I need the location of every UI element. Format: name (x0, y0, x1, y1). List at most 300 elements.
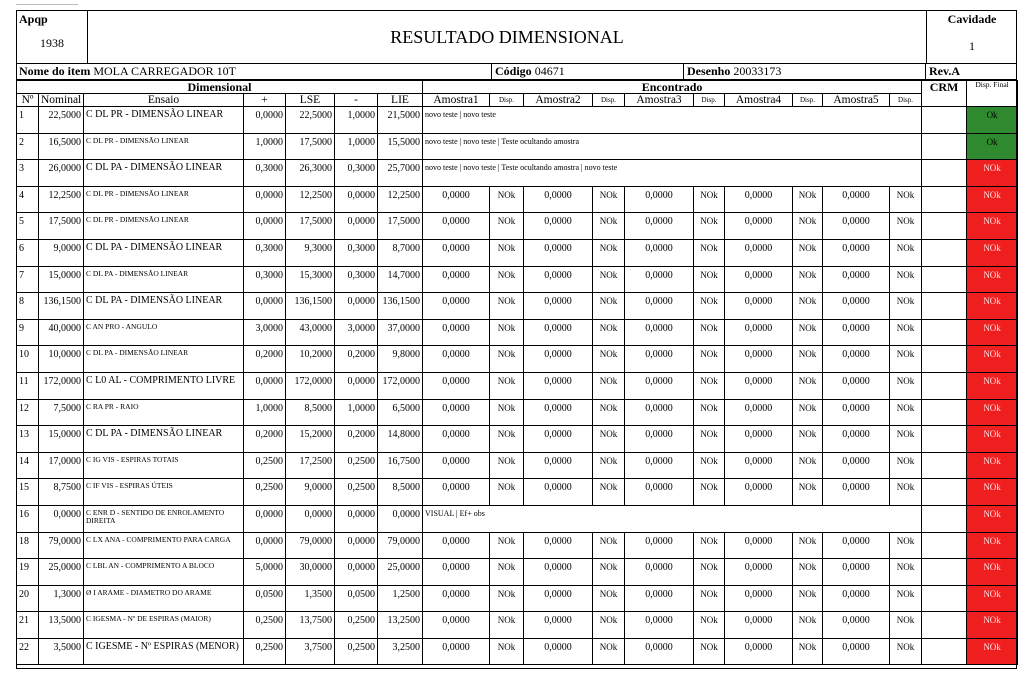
disp-cell: NOk (490, 213, 524, 240)
col-amostra2: Amostra2 (524, 94, 593, 107)
ensaio-cell: C IGESME - Nº ESPIRAS (MENOR) (84, 638, 244, 665)
ensaio-cell: C DL PR - DIMENSÃO LINEAR (84, 186, 244, 213)
nominal-cell: 3,5000 (39, 638, 84, 665)
disp-final-badge: NOk (967, 213, 1018, 240)
nominal-cell: 172,0000 (39, 372, 84, 399)
plus-cell: 0,2500 (244, 638, 286, 665)
lie-cell: 79,0000 (378, 532, 423, 559)
amostra-cell: 0,0000 (823, 585, 890, 612)
ensaio-cell: C DL PR - DIMENSÃO LINEAR (84, 107, 244, 134)
disp-cell: NOk (694, 239, 725, 266)
amostra-cell: 0,0000 (823, 293, 890, 320)
row-number: 22 (17, 638, 39, 665)
minus-cell: 0,3000 (335, 266, 378, 293)
ensaio-cell: C LBL AN - COMPRIMENTO A BLOCO (84, 559, 244, 586)
lse-cell: 79,0000 (286, 532, 335, 559)
disp-cell: NOk (490, 239, 524, 266)
disp-cell: NOk (490, 612, 524, 639)
lse-cell: 17,2500 (286, 452, 335, 479)
disp-cell: NOk (890, 612, 922, 639)
amostra-cell: 0,0000 (625, 239, 694, 266)
plus-cell: 3,0000 (244, 319, 286, 346)
minus-cell: 0,2500 (335, 452, 378, 479)
nominal-cell: 17,5000 (39, 213, 84, 240)
disp-cell: NOk (694, 452, 725, 479)
amostra-cell: 0,0000 (423, 532, 490, 559)
row-number: 12 (17, 399, 39, 426)
disp-cell: NOk (793, 239, 823, 266)
disp-cell: NOk (890, 186, 922, 213)
disp-cell: NOk (890, 426, 922, 453)
lie-cell: 1,2500 (378, 585, 423, 612)
nominal-cell: 16,5000 (39, 133, 84, 160)
disp-cell: NOk (890, 532, 922, 559)
disp-cell: NOk (793, 346, 823, 373)
amostra-cell: 0,0000 (725, 585, 793, 612)
amostra-cell: 0,0000 (423, 266, 490, 293)
disp-final-badge: NOk (967, 479, 1018, 506)
amostra-cell: 0,0000 (725, 638, 793, 665)
disp-cell: NOk (793, 372, 823, 399)
disp-cell: NOk (890, 452, 922, 479)
disp-final-badge: NOk (967, 319, 1018, 346)
disp-cell: NOk (890, 585, 922, 612)
nominal-cell: 22,5000 (39, 107, 84, 134)
disp-cell: NOk (694, 319, 725, 346)
disp-cell: NOk (490, 452, 524, 479)
row-number: 19 (17, 559, 39, 586)
page-frame (16, 10, 1017, 669)
row-number: 5 (17, 213, 39, 240)
disp-cell: NOk (694, 638, 725, 665)
ensaio-cell: C RA PR - RAIO (84, 399, 244, 426)
lse-cell: 12,2500 (286, 186, 335, 213)
disp-cell: NOk (593, 426, 625, 453)
disp-final-badge: NOk (967, 452, 1018, 479)
lse-cell: 136,1500 (286, 293, 335, 320)
lse-cell: 22,5000 (286, 107, 335, 134)
lie-cell: 17,5000 (378, 213, 423, 240)
disp-final-badge: Ok (967, 107, 1018, 134)
observation-cell: VISUAL | Ef+ obs (423, 505, 922, 532)
amostra-cell: 0,0000 (625, 266, 694, 293)
col-disp1: Disp. (490, 94, 524, 107)
disp-final-badge: NOk (967, 239, 1018, 266)
disp-cell: NOk (793, 186, 823, 213)
lse-cell: 9,3000 (286, 239, 335, 266)
amostra-cell: 0,0000 (423, 585, 490, 612)
observation-cell: novo teste | novo teste | Teste ocultando amostra | novo teste (423, 160, 922, 187)
amostra-cell: 0,0000 (423, 346, 490, 373)
amostra-cell: 0,0000 (823, 479, 890, 506)
nominal-cell: 26,0000 (39, 160, 84, 187)
minus-cell: 0,3000 (335, 239, 378, 266)
amostra-cell: 0,0000 (625, 186, 694, 213)
lse-cell: 15,3000 (286, 266, 335, 293)
disp-cell: NOk (793, 452, 823, 479)
amostra-cell: 0,0000 (725, 532, 793, 559)
amostra-cell: 0,0000 (725, 426, 793, 453)
disp-cell: NOk (890, 213, 922, 240)
amostra-cell: 0,0000 (423, 399, 490, 426)
amostra-cell: 0,0000 (625, 372, 694, 399)
disp-cell: NOk (593, 532, 625, 559)
plus-cell: 0,2000 (244, 346, 286, 373)
col-lie: LIE (378, 94, 423, 107)
disp-cell: NOk (793, 266, 823, 293)
disp-cell: NOk (694, 213, 725, 240)
col-disp4: Disp. (793, 94, 823, 107)
disp-cell: NOk (793, 532, 823, 559)
col-ensaio: Ensaio (84, 94, 244, 107)
observation-cell: novo teste | novo teste | Teste ocultando amostra (423, 133, 922, 160)
disp-cell: NOk (490, 372, 524, 399)
lie-cell: 25,0000 (378, 559, 423, 586)
amostra-cell: 0,0000 (625, 452, 694, 479)
amostra-cell: 0,0000 (725, 319, 793, 346)
disp-cell: NOk (593, 612, 625, 639)
amostra-cell: 0,0000 (823, 638, 890, 665)
plus-cell: 0,3000 (244, 266, 286, 293)
disp-cell: NOk (593, 266, 625, 293)
amostra-cell: 0,0000 (823, 399, 890, 426)
disp-final-badge: NOk (967, 612, 1018, 639)
amostra-cell: 0,0000 (524, 399, 593, 426)
ensaio-cell: C IF VIS - ESPIRAS ÚTEIS (84, 479, 244, 506)
item-label: Nome do item (19, 64, 91, 78)
disp-final-header: Disp. Final (967, 81, 1018, 107)
cavidade-value: 1 (969, 39, 975, 53)
disp-cell: NOk (793, 585, 823, 612)
disp-cell: NOk (793, 293, 823, 320)
nominal-cell: 10,0000 (39, 346, 84, 373)
lie-cell: 6,5000 (378, 399, 423, 426)
disp-cell: NOk (793, 559, 823, 586)
disp-cell: NOk (490, 186, 524, 213)
disp-cell: NOk (490, 293, 524, 320)
col-n: Nº (17, 94, 39, 107)
disp-cell: NOk (793, 319, 823, 346)
amostra-cell: 0,0000 (423, 638, 490, 665)
ensaio-cell: C DL PA - DIMENSÃO LINEAR (84, 293, 244, 320)
disp-cell: NOk (694, 293, 725, 320)
ensaio-cell: C DL PA - DIMENSÃO LINEAR (84, 239, 244, 266)
page-title: RESULTADO DIMENSIONAL (390, 27, 624, 47)
row-number: 21 (17, 612, 39, 639)
lie-cell: 8,7000 (378, 239, 423, 266)
minus-cell: 3,0000 (335, 319, 378, 346)
plus-cell: 0,2000 (244, 426, 286, 453)
disp-final-badge: NOk (967, 346, 1018, 373)
row-number: 20 (17, 585, 39, 612)
desenho-value: 20033173 (733, 64, 782, 78)
amostra-cell: 0,0000 (524, 532, 593, 559)
disp-cell: NOk (793, 213, 823, 240)
amostra-cell: 0,0000 (423, 239, 490, 266)
col-amostra3: Amostra3 (625, 94, 694, 107)
revision-value: A (951, 64, 961, 78)
nominal-cell: 13,5000 (39, 612, 84, 639)
amostra-cell: 0,0000 (625, 399, 694, 426)
disp-final-badge: NOk (967, 160, 1018, 187)
row-number: 3 (17, 160, 39, 187)
disp-cell: NOk (593, 346, 625, 373)
nominal-cell: 7,5000 (39, 399, 84, 426)
amostra-cell: 0,0000 (625, 293, 694, 320)
ensaio-cell: C DL PA - DIMENSÃO LINEAR (84, 266, 244, 293)
col-disp3: Disp. (694, 94, 725, 107)
disp-cell: NOk (890, 399, 922, 426)
nominal-cell: 8,7500 (39, 479, 84, 506)
observation-cell: novo teste | novo teste (423, 107, 922, 134)
lie-cell: 37,0000 (378, 319, 423, 346)
nominal-cell: 12,2500 (39, 186, 84, 213)
lie-cell: 25,7000 (378, 160, 423, 187)
disp-cell: NOk (694, 399, 725, 426)
disp-cell: NOk (890, 293, 922, 320)
plus-cell: 0,0000 (244, 293, 286, 320)
amostra-cell: 0,0000 (725, 559, 793, 586)
amostra-cell: 0,0000 (423, 186, 490, 213)
codigo-label: Código (495, 64, 532, 78)
lse-cell: 30,0000 (286, 559, 335, 586)
nominal-cell: 136,1500 (39, 293, 84, 320)
nominal-cell: 1,3000 (39, 585, 84, 612)
amostra-cell: 0,0000 (625, 346, 694, 373)
row-number: 6 (17, 239, 39, 266)
ensaio-cell: C DL PA - DIMENSÃO LINEAR (84, 346, 244, 373)
disp-cell: NOk (593, 585, 625, 612)
disp-cell: NOk (793, 612, 823, 639)
amostra-cell: 0,0000 (524, 346, 593, 373)
codigo-value: 04671 (534, 64, 565, 78)
desenho-label: Desenho (687, 64, 731, 78)
disp-cell: NOk (593, 479, 625, 506)
disp-cell: NOk (793, 638, 823, 665)
amostra-cell: 0,0000 (524, 239, 593, 266)
ensaio-cell: C L0 AL - COMPRIMENTO LIVRE (84, 372, 244, 399)
lse-cell: 17,5000 (286, 133, 335, 160)
amostra-cell: 0,0000 (423, 479, 490, 506)
minus-cell: 0,0000 (335, 213, 378, 240)
disp-cell: NOk (890, 479, 922, 506)
lse-cell: 8,5000 (286, 399, 335, 426)
nominal-cell: 15,0000 (39, 426, 84, 453)
disp-cell: NOk (694, 479, 725, 506)
col-disp2: Disp. (593, 94, 625, 107)
disp-cell: NOk (890, 638, 922, 665)
ensaio-cell: C ENR D - SENTIDO DE ENROLAMENTO DIREITA (84, 505, 244, 532)
disp-cell: NOk (490, 532, 524, 559)
plus-cell: 0,3000 (244, 239, 286, 266)
disp-cell: NOk (694, 372, 725, 399)
disp-cell: NOk (694, 426, 725, 453)
amostra-cell: 0,0000 (524, 213, 593, 240)
amostra-cell: 0,0000 (625, 585, 694, 612)
amostra-cell: 0,0000 (524, 372, 593, 399)
minus-cell: 0,0000 (335, 293, 378, 320)
disp-final-badge: NOk (967, 638, 1018, 665)
lse-cell: 43,0000 (286, 319, 335, 346)
ensaio-cell: C DL PA - DIMENSÃO LINEAR (84, 160, 244, 187)
lie-cell: 15,5000 (378, 133, 423, 160)
lse-cell: 9,0000 (286, 479, 335, 506)
minus-cell: 0,0500 (335, 585, 378, 612)
amostra-cell: 0,0000 (625, 612, 694, 639)
minus-cell: 0,0000 (335, 505, 378, 532)
disp-cell: NOk (890, 559, 922, 586)
lse-cell: 0,0000 (286, 505, 335, 532)
amostra-cell: 0,0000 (725, 266, 793, 293)
disp-cell: NOk (490, 559, 524, 586)
lie-cell: 12,2500 (378, 186, 423, 213)
disp-final-badge: NOk (967, 559, 1018, 586)
apqp-label: Apqp (19, 12, 48, 26)
amostra-cell: 0,0000 (823, 346, 890, 373)
disp-cell: NOk (890, 266, 922, 293)
row-number: 18 (17, 532, 39, 559)
lie-cell: 136,1500 (378, 293, 423, 320)
amostra-cell: 0,0000 (524, 186, 593, 213)
amostra-cell: 0,0000 (725, 452, 793, 479)
amostra-cell: 0,0000 (625, 319, 694, 346)
amostra-cell: 0,0000 (524, 452, 593, 479)
lse-cell: 172,0000 (286, 372, 335, 399)
amostra-cell: 0,0000 (725, 239, 793, 266)
disp-cell: NOk (490, 346, 524, 373)
amostra-cell: 0,0000 (524, 319, 593, 346)
disp-cell: NOk (890, 372, 922, 399)
row-number: 1 (17, 107, 39, 134)
plus-cell: 0,0000 (244, 213, 286, 240)
plus-cell: 0,2500 (244, 479, 286, 506)
col-lse: LSE (286, 94, 335, 107)
disp-cell: NOk (593, 213, 625, 240)
ensaio-cell: C IG VIS - ESPIRAS TOTAIS (84, 452, 244, 479)
row-number: 10 (17, 346, 39, 373)
lie-cell: 16,7500 (378, 452, 423, 479)
amostra-cell: 0,0000 (823, 426, 890, 453)
nominal-cell: 79,0000 (39, 532, 84, 559)
ensaio-cell: C DL PR - DIMENSÃO LINEAR (84, 213, 244, 240)
amostra-cell: 0,0000 (423, 293, 490, 320)
row-number: 4 (17, 186, 39, 213)
disp-cell: NOk (694, 559, 725, 586)
cavidade-label: Cavidade (947, 12, 997, 26)
nominal-cell: 17,0000 (39, 452, 84, 479)
lse-cell: 17,5000 (286, 213, 335, 240)
lse-cell: 26,3000 (286, 160, 335, 187)
lie-cell: 21,5000 (378, 107, 423, 134)
disp-cell: NOk (490, 638, 524, 665)
ensaio-cell: C DL PA - DIMENSÃO LINEAR (84, 426, 244, 453)
nominal-cell: 0,0000 (39, 505, 84, 532)
amostra-cell: 0,0000 (823, 372, 890, 399)
disp-cell: NOk (593, 399, 625, 426)
disp-cell: NOk (793, 426, 823, 453)
disp-cell: NOk (593, 452, 625, 479)
amostra-cell: 0,0000 (725, 293, 793, 320)
disp-cell: NOk (490, 319, 524, 346)
amostra-cell: 0,0000 (725, 479, 793, 506)
crm-header: CRM (922, 81, 967, 107)
disp-cell: NOk (490, 426, 524, 453)
encontrado-group-header: Encontrado (423, 81, 922, 94)
row-number: 9 (17, 319, 39, 346)
disp-cell: NOk (593, 293, 625, 320)
disp-cell: NOk (694, 612, 725, 639)
lse-cell: 10,2000 (286, 346, 335, 373)
plus-cell: 1,0000 (244, 133, 286, 160)
amostra-cell: 0,0000 (524, 479, 593, 506)
disp-cell: NOk (890, 346, 922, 373)
row-number: 11 (17, 372, 39, 399)
nominal-cell: 25,0000 (39, 559, 84, 586)
amostra-cell: 0,0000 (725, 346, 793, 373)
amostra-cell: 0,0000 (423, 319, 490, 346)
lie-cell: 14,8000 (378, 426, 423, 453)
ensaio-cell: C IGESMA - Nº DE ESPIRAS (MAIOR) (84, 612, 244, 639)
ensaio-cell: C DL PR - DIMENSÃO LINEAR (84, 133, 244, 160)
disp-final-badge: NOk (967, 399, 1018, 426)
disp-cell: NOk (593, 319, 625, 346)
amostra-cell: 0,0000 (423, 213, 490, 240)
disp-cell: NOk (593, 559, 625, 586)
ensaio-cell: C LX ANA - COMPRIMENTO PARA CARGA (84, 532, 244, 559)
amostra-cell: 0,0000 (524, 293, 593, 320)
amostra-cell: 0,0000 (823, 213, 890, 240)
plus-cell: 0,0500 (244, 585, 286, 612)
amostra-cell: 0,0000 (625, 532, 694, 559)
row-number: 14 (17, 452, 39, 479)
disp-cell: NOk (793, 399, 823, 426)
disp-cell: NOk (890, 239, 922, 266)
lie-cell: 9,8000 (378, 346, 423, 373)
col-amostra1: Amostra1 (423, 94, 490, 107)
plus-cell: 0,2500 (244, 452, 286, 479)
plus-cell: 0,0000 (244, 532, 286, 559)
nominal-cell: 15,0000 (39, 266, 84, 293)
col-nominal: Nominal (39, 94, 84, 107)
disp-cell: NOk (490, 399, 524, 426)
plus-cell: 0,0000 (244, 186, 286, 213)
lie-cell: 0,0000 (378, 505, 423, 532)
plus-cell: 0,2500 (244, 612, 286, 639)
disp-cell: NOk (694, 266, 725, 293)
disp-cell: NOk (890, 319, 922, 346)
amostra-cell: 0,0000 (423, 372, 490, 399)
dimensional-group-header: Dimensional (17, 81, 423, 94)
minus-cell: 0,0000 (335, 186, 378, 213)
lie-cell: 8,5000 (378, 479, 423, 506)
amostra-cell: 0,0000 (725, 372, 793, 399)
disp-final-badge: Ok (967, 133, 1018, 160)
amostra-cell: 0,0000 (725, 213, 793, 240)
ensaio-cell: C AN PRO - ANGULO (84, 319, 244, 346)
ensaio-cell: Ø I ARAME - DIAMETRO DO ARAME (84, 585, 244, 612)
minus-cell: 0,0000 (335, 532, 378, 559)
disp-cell: NOk (694, 346, 725, 373)
minus-cell: 1,0000 (335, 399, 378, 426)
nominal-cell: 40,0000 (39, 319, 84, 346)
amostra-cell: 0,0000 (823, 239, 890, 266)
minus-cell: 0,2000 (335, 426, 378, 453)
plus-cell: 0,0000 (244, 505, 286, 532)
disp-final-badge: NOk (967, 372, 1018, 399)
amostra-cell: 0,0000 (423, 559, 490, 586)
disp-final-badge: NOk (967, 293, 1018, 320)
minus-cell: 1,0000 (335, 133, 378, 160)
